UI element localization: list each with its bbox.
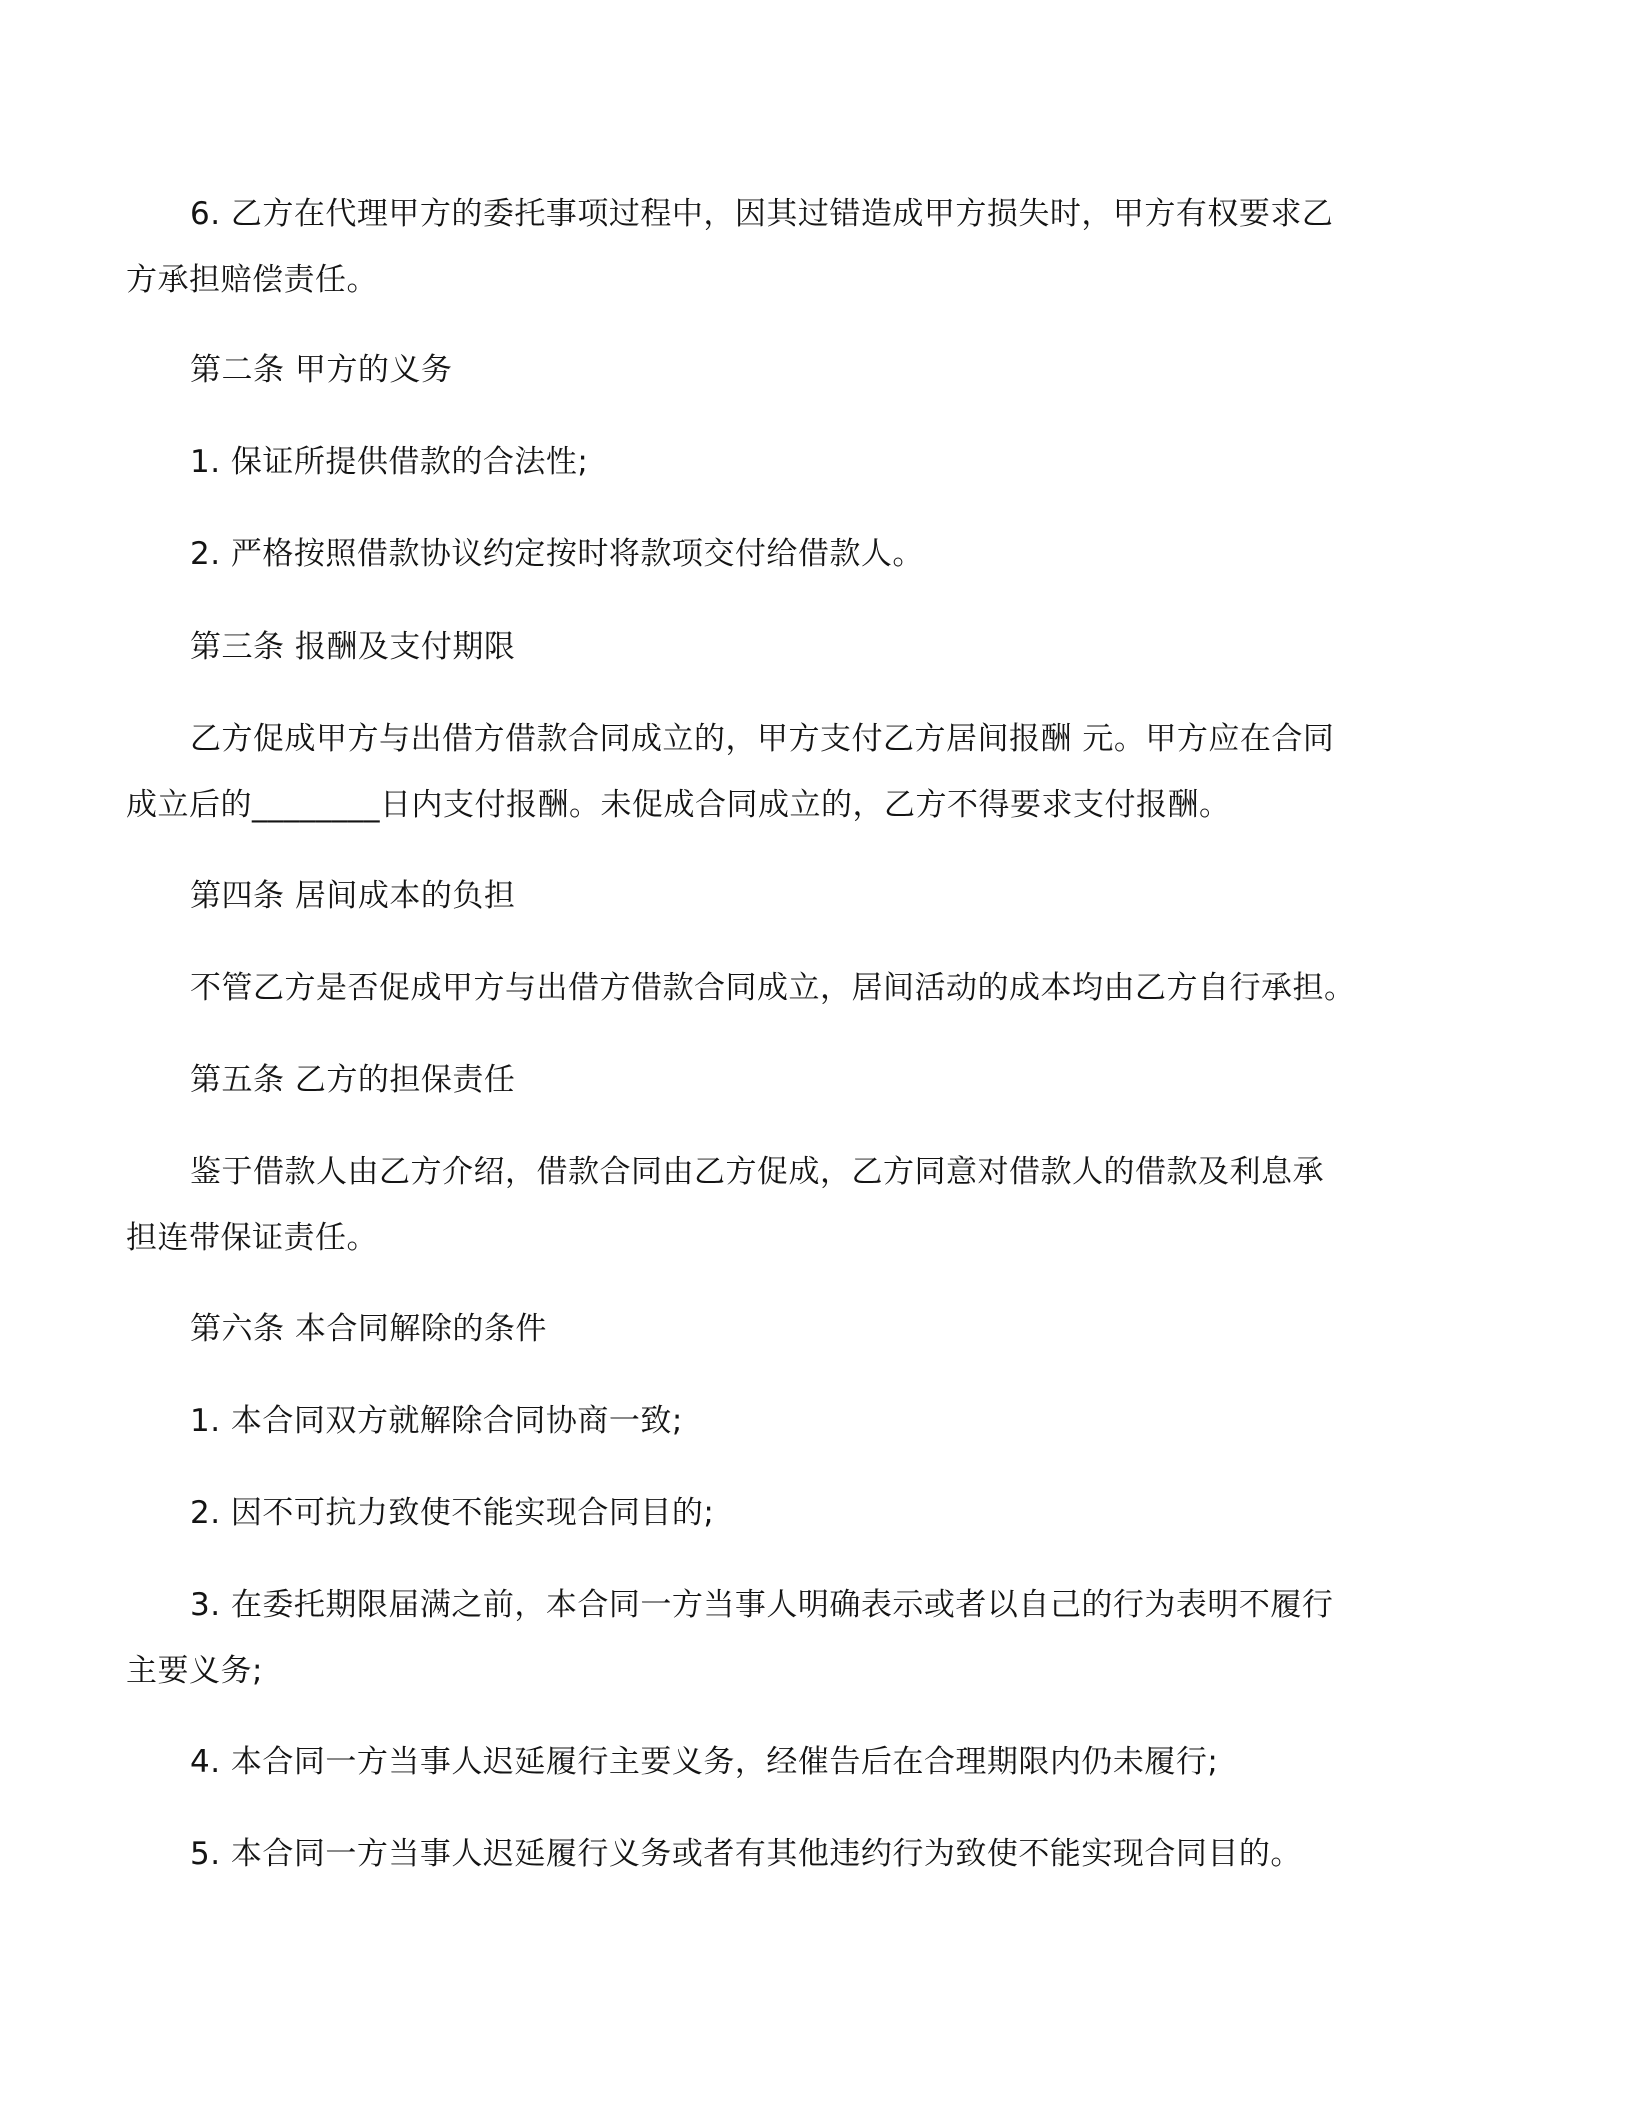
text-line: 第二条 甲方的义务 [190, 352, 453, 388]
clause-paragraph [190, 1821, 1440, 1887]
text-line: 鉴于借款人由乙方介绍，借款合同由乙方促成，乙方同意对借款人的借款及利息承 [190, 1154, 1324, 1190]
text-line: 3. 在委托期限届满之前，本合同一方当事人明确表示或者以自己的行为表明不履行 [190, 1587, 1334, 1623]
text-line: 不管乙方是否促成甲方与出借方借款合同成立，居间活动的成本均由乙方自行承担。 [190, 970, 1356, 1006]
article-body [126, 1139, 1440, 1271]
clause-paragraph [190, 1480, 1440, 1546]
article-heading [190, 337, 1440, 403]
text-line: 2. 严格按照借款协议约定按时将款项交付给借款人。 [190, 536, 924, 572]
text-line: 主要义务; [126, 1653, 263, 1689]
clause-paragraph [126, 1572, 1440, 1704]
text-line: 4. 本合同一方当事人迟延履行主要义务，经催告后在合理期限内仍未履行; [190, 1744, 1219, 1780]
text-line: 6. 乙方在代理甲方的委托事项过程中，因其过错造成甲方损失时，甲方有权要求乙 [190, 196, 1334, 232]
article-body [126, 706, 1440, 838]
clause-paragraph [190, 429, 1440, 495]
clause-paragraph [126, 181, 1440, 313]
article-heading [190, 1047, 1440, 1113]
clause-paragraph [190, 1388, 1440, 1454]
text-line: 第三条 报酬及支付期限 [190, 629, 516, 665]
article-heading [190, 614, 1440, 680]
text-line: 担连带保证责任。 [126, 1220, 378, 1256]
text-line: 成立后的________日内支付报酬。未促成合同成立的，乙方不得要求支付报酬。 [126, 787, 1231, 823]
text-line: 第四条 居间成本的负担 [190, 878, 516, 914]
text-line: 乙方促成甲方与出借方借款合同成立的，甲方支付乙方居间报酬 元。甲方应在合同 [190, 721, 1335, 757]
article-body [190, 955, 1440, 1021]
clause-paragraph [190, 521, 1440, 587]
clause-paragraph [190, 1729, 1440, 1795]
article-heading [190, 863, 1440, 929]
text-line: 1. 保证所提供借款的合法性; [190, 444, 589, 480]
text-line: 5. 本合同一方当事人迟延履行义务或者有其他违约行为致使不能实现合同目的。 [190, 1836, 1302, 1872]
text-line: 第六条 本合同解除的条件 [190, 1311, 547, 1347]
text-line: 方承担赔偿责任。 [126, 262, 378, 298]
text-line: 第五条 乙方的担保责任 [190, 1062, 516, 1098]
article-heading [190, 1296, 1440, 1362]
text-line: 1. 本合同双方就解除合同协商一致; [190, 1403, 683, 1439]
text-line: 2. 因不可抗力致使不能实现合同目的; [190, 1495, 715, 1531]
